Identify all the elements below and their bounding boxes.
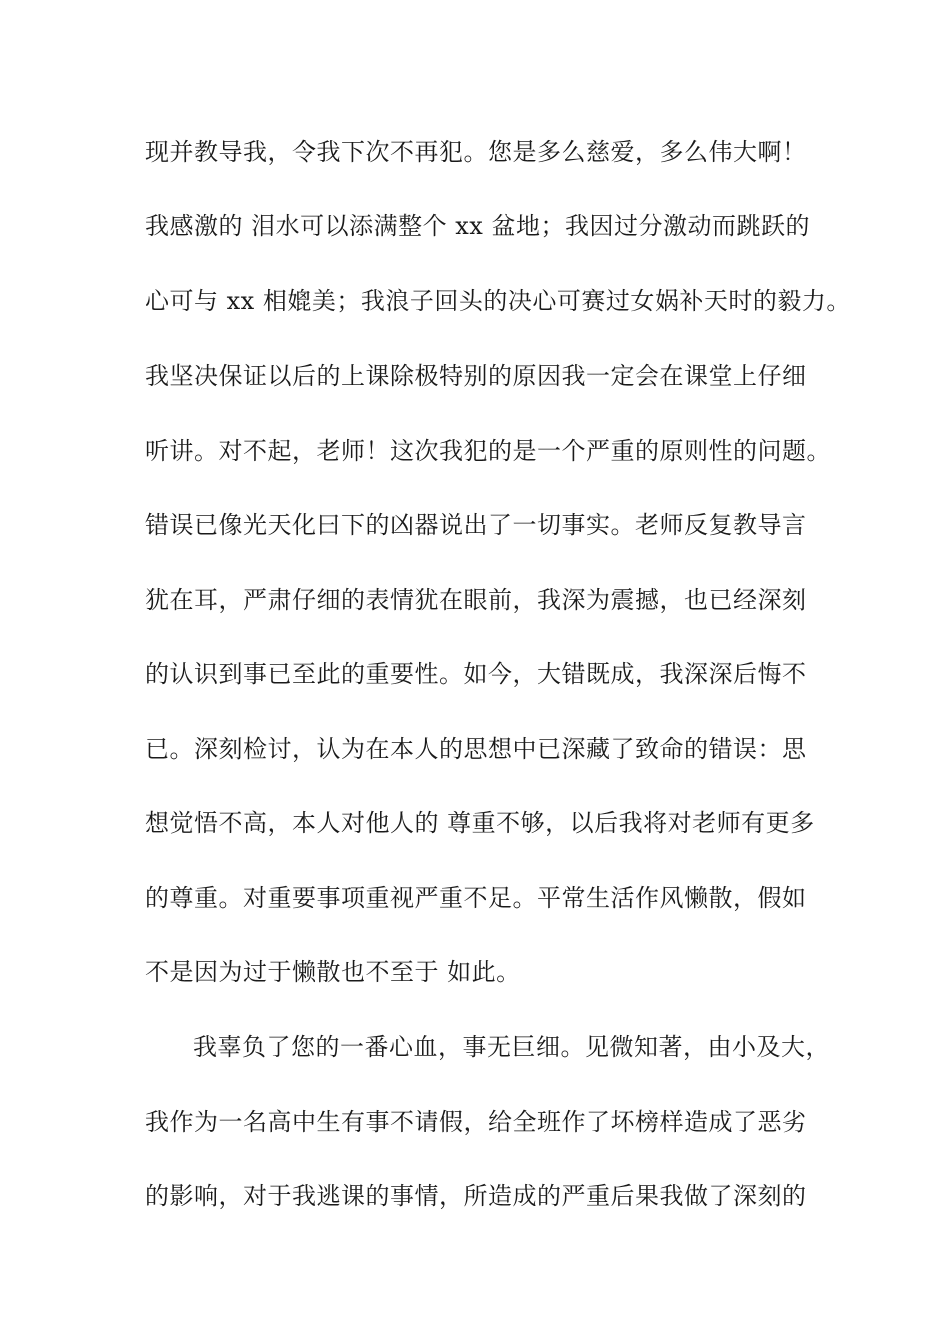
text-line: 现并教导我，令我下次不再犯。您是多么慈爱，多么伟大啊！ <box>145 138 807 166</box>
text-line: 听讲。对不起，老师！这次我犯的是一个严重的原则性的问题。 <box>145 437 831 465</box>
text-line: 心可与 xx 相媲美；我浪子回头的决心可赛过女娲补天时的毅力。 <box>145 287 851 315</box>
text-line: 的尊重。对重要事项重视严重不足。平常生活作风懒散，假如 <box>145 884 807 912</box>
text-line: 我作为一名高中生有事不请假，给全班作了坏榜样造成了恶劣 <box>145 1108 807 1136</box>
text-line: 我感激的 泪水可以添满整个 xx 盆地；我因过分激动而跳跃的 <box>145 212 810 240</box>
text-line: 已。深刻检讨，认为在本人的思想中已深藏了致命的错误：思 <box>145 735 807 763</box>
text-line: 的认识到事已至此的重要性。如今，大错既成，我深深后悔不 <box>145 660 807 688</box>
text-line: 我坚决保证以后的上课除极特别的原因我一定会在课堂上仔细 <box>145 362 807 390</box>
text-line: 想觉悟不高，本人对他人的 尊重不够，以后我将对老师有更多 <box>145 809 815 837</box>
text-line: 犹在耳，严肃仔细的表情犹在眼前，我深为震撼，也已经深刻 <box>145 586 807 614</box>
paragraph-first-line: 我辜负了您的一番心血，事无巨细。见微知著，由小及大， <box>193 1033 830 1061</box>
text-line: 不是因为过于懒散也不至于 如此。 <box>145 958 521 986</box>
text-line: 的影响，对于我逃课的事情，所造成的严重后果我做了深刻的 <box>145 1182 807 1210</box>
text-line: 错误已像光天化曰下的凶器说出了一切事实。老师反复教导言 <box>145 511 807 539</box>
